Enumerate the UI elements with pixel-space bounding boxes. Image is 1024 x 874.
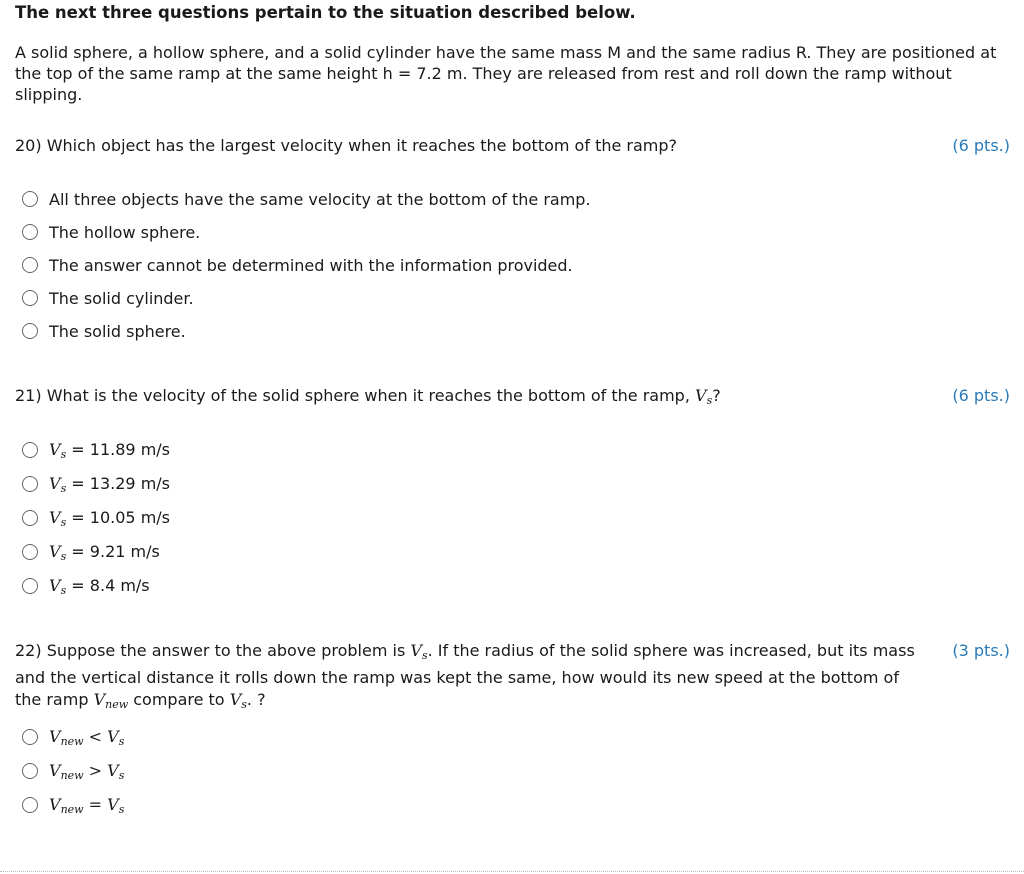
question-21 <box>15 385 1010 412</box>
option-label: $V_{new} = V_s$ <box>49 794 125 816</box>
radio-button[interactable] <box>22 729 38 745</box>
radio-button[interactable] <box>22 323 38 339</box>
radio-button[interactable] <box>22 224 38 240</box>
section-header: The next three questions pertain to the situation described below. <box>15 3 636 22</box>
question-21-points: (6 pts.) <box>952 386 1010 405</box>
q20-option-3[interactable] <box>22 252 573 278</box>
radio-button[interactable] <box>22 797 38 813</box>
math-variable: $V_{new}$ <box>93 690 129 711</box>
option-label: $V_s = 13.29$ m/s <box>49 473 170 495</box>
q21-option-4[interactable] <box>22 539 160 565</box>
radio-button[interactable] <box>22 442 38 458</box>
q22-option-1[interactable] <box>22 724 124 750</box>
q22-option-3[interactable] <box>22 792 124 818</box>
question-22 <box>15 640 1010 716</box>
bottom-divider <box>0 871 1024 872</box>
prompt-text: . ? <box>246 690 266 709</box>
option-label: The solid sphere. <box>49 321 186 341</box>
radio-button[interactable] <box>22 510 38 526</box>
q20-option-5[interactable] <box>22 318 186 344</box>
option-label: $V_s = 9.21$ m/s <box>49 541 160 563</box>
q22-option-2[interactable] <box>22 758 124 784</box>
prompt-suffix: ? <box>712 386 721 405</box>
option-label: All three objects have the same velocity at the bottom of the ramp. <box>49 189 591 209</box>
math-variable <box>695 386 712 405</box>
var-subscript: s <box>706 394 713 407</box>
q21-option-2[interactable] <box>22 471 170 497</box>
q21-option-5[interactable] <box>22 573 150 599</box>
question-20-points: (6 pts.) <box>952 136 1010 155</box>
question-22-prompt <box>15 640 1010 716</box>
radio-button[interactable] <box>22 578 38 594</box>
q21-option-3[interactable] <box>22 505 170 531</box>
prompt-text: . If the radius of the solid sphere was increased, but its mass and the vertical distance it rolls down the ramp was kept the same, how would its new speed at the bottom of the ramp <box>15 641 915 709</box>
situation-text: A solid sphere, a hollow sphere, and a solid cylinder have the same mass M and the same radius R. They are positioned at the top of the same ramp at the same height h = 7.2 m. They are released from rest and roll down the ramp without slipping. <box>15 43 997 104</box>
option-label: The hollow sphere. <box>49 222 201 242</box>
var-symbol: V <box>695 386 707 405</box>
radio-button[interactable] <box>22 763 38 779</box>
question-22-points: (3 pts.) <box>952 641 1010 660</box>
q20-option-2[interactable] <box>22 219 200 245</box>
radio-button[interactable] <box>22 191 38 207</box>
option-label: $V_{new} > V_s$ <box>49 760 125 782</box>
radio-button[interactable] <box>22 476 38 492</box>
math-variable: $V_s$ <box>410 641 428 662</box>
radio-button[interactable] <box>22 257 38 273</box>
prompt-text: 21) What is the velocity of the solid sphere when it reaches the bottom of the ramp, <box>15 386 690 405</box>
q20-option-1[interactable] <box>22 186 591 212</box>
radio-button[interactable] <box>22 544 38 560</box>
prompt-text: compare to <box>133 690 225 709</box>
question-20-prompt: 20) Which object has the largest velocity when it reaches the bottom of the ramp? <box>15 136 678 155</box>
q21-option-1[interactable] <box>22 437 170 463</box>
radio-button[interactable] <box>22 290 38 306</box>
option-label: The solid cylinder. <box>49 288 194 308</box>
option-label: $V_s = 11.89$ m/s <box>49 439 170 461</box>
option-label: $V_s = 8.4$ m/s <box>49 575 150 597</box>
question-20 <box>15 135 1010 157</box>
option-label: $V_s = 10.05$ m/s <box>49 507 170 529</box>
option-label: $V_{new} < V_s$ <box>49 726 125 748</box>
math-variable: $V_s$ <box>229 690 247 711</box>
q20-option-4[interactable] <box>22 285 194 311</box>
question-21-prompt <box>15 385 1010 412</box>
option-label: The answer cannot be determined with the information provided. <box>49 255 573 275</box>
prompt-text: 22) Suppose the answer to the above problem is <box>15 641 406 660</box>
